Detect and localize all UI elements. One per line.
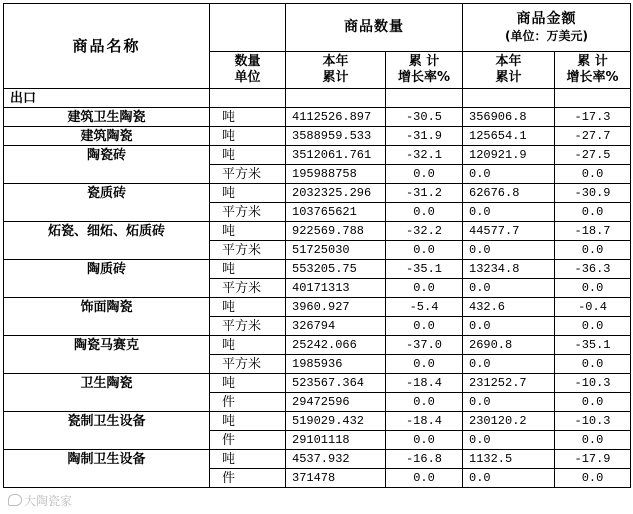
quantity-current: 4112526.897 xyxy=(286,108,386,127)
table-row xyxy=(4,336,631,355)
unit: 平方米 xyxy=(210,203,286,222)
amount-current: 2690.8 xyxy=(463,336,555,355)
header-amount-current-line1: 本年 xyxy=(495,54,522,69)
amount-growth: 0.0 xyxy=(555,279,631,298)
product-name xyxy=(4,279,210,298)
quantity-current: 3512061.761 xyxy=(286,146,386,165)
header-amount-growth xyxy=(555,52,631,89)
quantity-current: 29101118 xyxy=(286,431,386,450)
table-row xyxy=(4,317,631,336)
product-name: 瓷质砖 xyxy=(4,184,210,203)
table-row xyxy=(4,146,631,165)
amount-growth: -0.4 xyxy=(555,298,631,317)
quantity-current: 3588959.533 xyxy=(286,127,386,146)
amount-current: 0.0 xyxy=(463,469,555,488)
header-amount-current-line2: 累计 xyxy=(495,70,522,85)
product-name: 瓷制卫生设备 xyxy=(4,412,210,431)
table-row xyxy=(4,469,631,488)
header-qty-growth xyxy=(386,52,463,89)
amount-growth: -17.3 xyxy=(555,108,631,127)
quantity-growth: -18.4 xyxy=(386,412,463,431)
quantity-current: 103765621 xyxy=(286,203,386,222)
quantity-growth: 0.0 xyxy=(386,165,463,184)
unit: 吨 xyxy=(210,222,286,241)
table-row xyxy=(4,222,631,241)
quantity-growth: -30.5 xyxy=(386,108,463,127)
header-qty-current xyxy=(286,52,386,89)
unit: 吨 xyxy=(210,412,286,431)
quantity-growth: 0.0 xyxy=(386,469,463,488)
unit: 吨 xyxy=(210,146,286,165)
header-amount-current xyxy=(463,52,555,89)
amount-growth: 0.0 xyxy=(555,241,631,260)
quantity-current: 519029.432 xyxy=(286,412,386,431)
quantity-growth: -35.1 xyxy=(386,260,463,279)
unit: 件 xyxy=(210,393,286,412)
quantity-current: 523567.364 xyxy=(286,374,386,393)
table-row xyxy=(4,393,631,412)
table-row xyxy=(4,431,631,450)
section-empty-cell xyxy=(463,89,555,108)
amount-current: 0.0 xyxy=(463,279,555,298)
amount-growth: -30.9 xyxy=(555,184,631,203)
unit: 吨 xyxy=(210,298,286,317)
section-label: 出口 xyxy=(4,89,210,108)
quantity-growth: 0.0 xyxy=(386,279,463,298)
quantity-current: 51725030 xyxy=(286,241,386,260)
quantity-current: 371478 xyxy=(286,469,386,488)
table-row xyxy=(4,298,631,317)
quantity-current: 1985936 xyxy=(286,355,386,374)
quantity-growth: -32.1 xyxy=(386,146,463,165)
table-row xyxy=(4,203,631,222)
header-amount-growth-line1: 累 计 xyxy=(577,54,608,69)
section-empty-cell xyxy=(555,89,631,108)
amount-current: 356906.8 xyxy=(463,108,555,127)
table-row xyxy=(4,108,631,127)
ceramics-export-table xyxy=(3,3,631,488)
product-name: 炻瓷、细炻、炻质砖 xyxy=(4,222,210,241)
table-row xyxy=(4,241,631,260)
product-name: 卫生陶瓷 xyxy=(4,374,210,393)
quantity-current: 553205.75 xyxy=(286,260,386,279)
product-name: 建筑卫生陶瓷 xyxy=(4,108,210,127)
amount-current: 1132.5 xyxy=(463,450,555,469)
amount-current: 432.6 xyxy=(463,298,555,317)
amount-growth: -17.9 xyxy=(555,450,631,469)
amount-current: 0.0 xyxy=(463,317,555,336)
header-amount-unit: (单位：万美元) xyxy=(505,28,588,43)
amount-growth: -27.7 xyxy=(555,127,631,146)
header-qty-growth-line1: 累 计 xyxy=(408,54,440,69)
unit: 吨 xyxy=(210,108,286,127)
product-name xyxy=(4,355,210,374)
quantity-growth: -31.2 xyxy=(386,184,463,203)
amount-current: 62676.8 xyxy=(463,184,555,203)
product-name: 陶瓷砖 xyxy=(4,146,210,165)
unit: 平方米 xyxy=(210,241,286,260)
quantity-growth: 0.0 xyxy=(386,393,463,412)
unit: 吨 xyxy=(210,450,286,469)
quantity-current: 922569.788 xyxy=(286,222,386,241)
unit: 平方米 xyxy=(210,279,286,298)
amount-current: 230120.2 xyxy=(463,412,555,431)
quantity-growth: -32.2 xyxy=(386,222,463,241)
product-name xyxy=(4,165,210,184)
product-name: 建筑陶瓷 xyxy=(4,127,210,146)
product-name: 陶制卫生设备 xyxy=(4,450,210,469)
section-empty-cell xyxy=(210,89,286,108)
product-name xyxy=(4,431,210,450)
quantity-growth: -16.8 xyxy=(386,450,463,469)
unit: 吨 xyxy=(210,374,286,393)
header-unit-line1: 数量 xyxy=(234,54,261,69)
unit: 件 xyxy=(210,469,286,488)
header-product-name: 商品名称 xyxy=(4,4,210,89)
unit: 平方米 xyxy=(210,165,286,184)
header-qty-current-line2: 累计 xyxy=(322,70,349,85)
table-row xyxy=(4,412,631,431)
amount-growth: -36.3 xyxy=(555,260,631,279)
watermark-text: 大陶瓷家 xyxy=(24,494,73,508)
table-row xyxy=(4,127,631,146)
quantity-current: 4537.932 xyxy=(286,450,386,469)
quantity-growth: 0.0 xyxy=(386,203,463,222)
product-name: 饰面陶瓷 xyxy=(4,298,210,317)
amount-current: 0.0 xyxy=(463,355,555,374)
amount-growth: -35.1 xyxy=(555,336,631,355)
quantity-growth: 0.0 xyxy=(386,317,463,336)
header-amount-title: 商品金额 xyxy=(516,10,577,27)
unit: 吨 xyxy=(210,127,286,146)
quantity-growth: -37.0 xyxy=(386,336,463,355)
header-qty-growth-line2: 增长率% xyxy=(397,70,451,85)
table-row xyxy=(4,374,631,393)
product-name xyxy=(4,203,210,222)
table-row xyxy=(4,184,631,203)
product-name: 陶瓷马赛克 xyxy=(4,336,210,355)
header-amount-growth-line2: 增长率% xyxy=(566,70,619,85)
table-row xyxy=(4,279,631,298)
amount-current: 0.0 xyxy=(463,431,555,450)
product-name: 陶质砖 xyxy=(4,260,210,279)
quantity-current: 195988758 xyxy=(286,165,386,184)
watermark xyxy=(8,492,72,509)
amount-current: 0.0 xyxy=(463,165,555,184)
amount-current: 44577.7 xyxy=(463,222,555,241)
section-empty-cell xyxy=(286,89,386,108)
quantity-current: 29472596 xyxy=(286,393,386,412)
quantity-growth: -18.4 xyxy=(386,374,463,393)
amount-growth: 0.0 xyxy=(555,431,631,450)
section-empty-cell xyxy=(386,89,463,108)
unit: 平方米 xyxy=(210,355,286,374)
quantity-current: 326794 xyxy=(286,317,386,336)
product-name xyxy=(4,469,210,488)
header-amount-group xyxy=(463,4,631,52)
amount-growth: 0.0 xyxy=(555,165,631,184)
unit: 吨 xyxy=(210,184,286,203)
amount-current: 120921.9 xyxy=(463,146,555,165)
amount-growth: 0.0 xyxy=(555,355,631,374)
amount-current: 0.0 xyxy=(463,241,555,260)
quantity-current: 3960.927 xyxy=(286,298,386,317)
amount-current: 231252.7 xyxy=(463,374,555,393)
quantity-growth: 0.0 xyxy=(386,431,463,450)
header-unit-line2: 单位 xyxy=(234,70,261,85)
quantity-current: 25242.066 xyxy=(286,336,386,355)
quantity-growth: -5.4 xyxy=(386,298,463,317)
amount-current: 0.0 xyxy=(463,393,555,412)
header-qty-current-line1: 本年 xyxy=(322,54,349,69)
amount-growth: -18.7 xyxy=(555,222,631,241)
amount-growth: 0.0 xyxy=(555,317,631,336)
amount-growth: -27.5 xyxy=(555,146,631,165)
quantity-growth: 0.0 xyxy=(386,241,463,260)
quantity-growth: -31.9 xyxy=(386,127,463,146)
unit: 吨 xyxy=(210,260,286,279)
amount-current: 13234.8 xyxy=(463,260,555,279)
header-unit xyxy=(210,52,286,89)
amount-growth: -10.3 xyxy=(555,374,631,393)
amount-growth: 0.0 xyxy=(555,393,631,412)
amount-current: 125654.1 xyxy=(463,127,555,146)
amount-growth: -10.3 xyxy=(555,412,631,431)
product-name xyxy=(4,317,210,336)
table-row xyxy=(4,450,631,469)
amount-current: 0.0 xyxy=(463,203,555,222)
table-row xyxy=(4,165,631,184)
table-row xyxy=(4,355,631,374)
product-name xyxy=(4,241,210,260)
unit: 吨 xyxy=(210,336,286,355)
product-name xyxy=(4,393,210,412)
quantity-current: 40171313 xyxy=(286,279,386,298)
unit: 件 xyxy=(210,431,286,450)
quantity-growth: 0.0 xyxy=(386,355,463,374)
header-quantity-group: 商品数量 xyxy=(286,4,463,52)
weibo-icon xyxy=(8,494,22,506)
table-row xyxy=(4,260,631,279)
unit: 平方米 xyxy=(210,317,286,336)
amount-growth: 0.0 xyxy=(555,203,631,222)
amount-growth: 0.0 xyxy=(555,469,631,488)
quantity-current: 2032325.296 xyxy=(286,184,386,203)
header-unit-top-blank xyxy=(210,4,286,52)
